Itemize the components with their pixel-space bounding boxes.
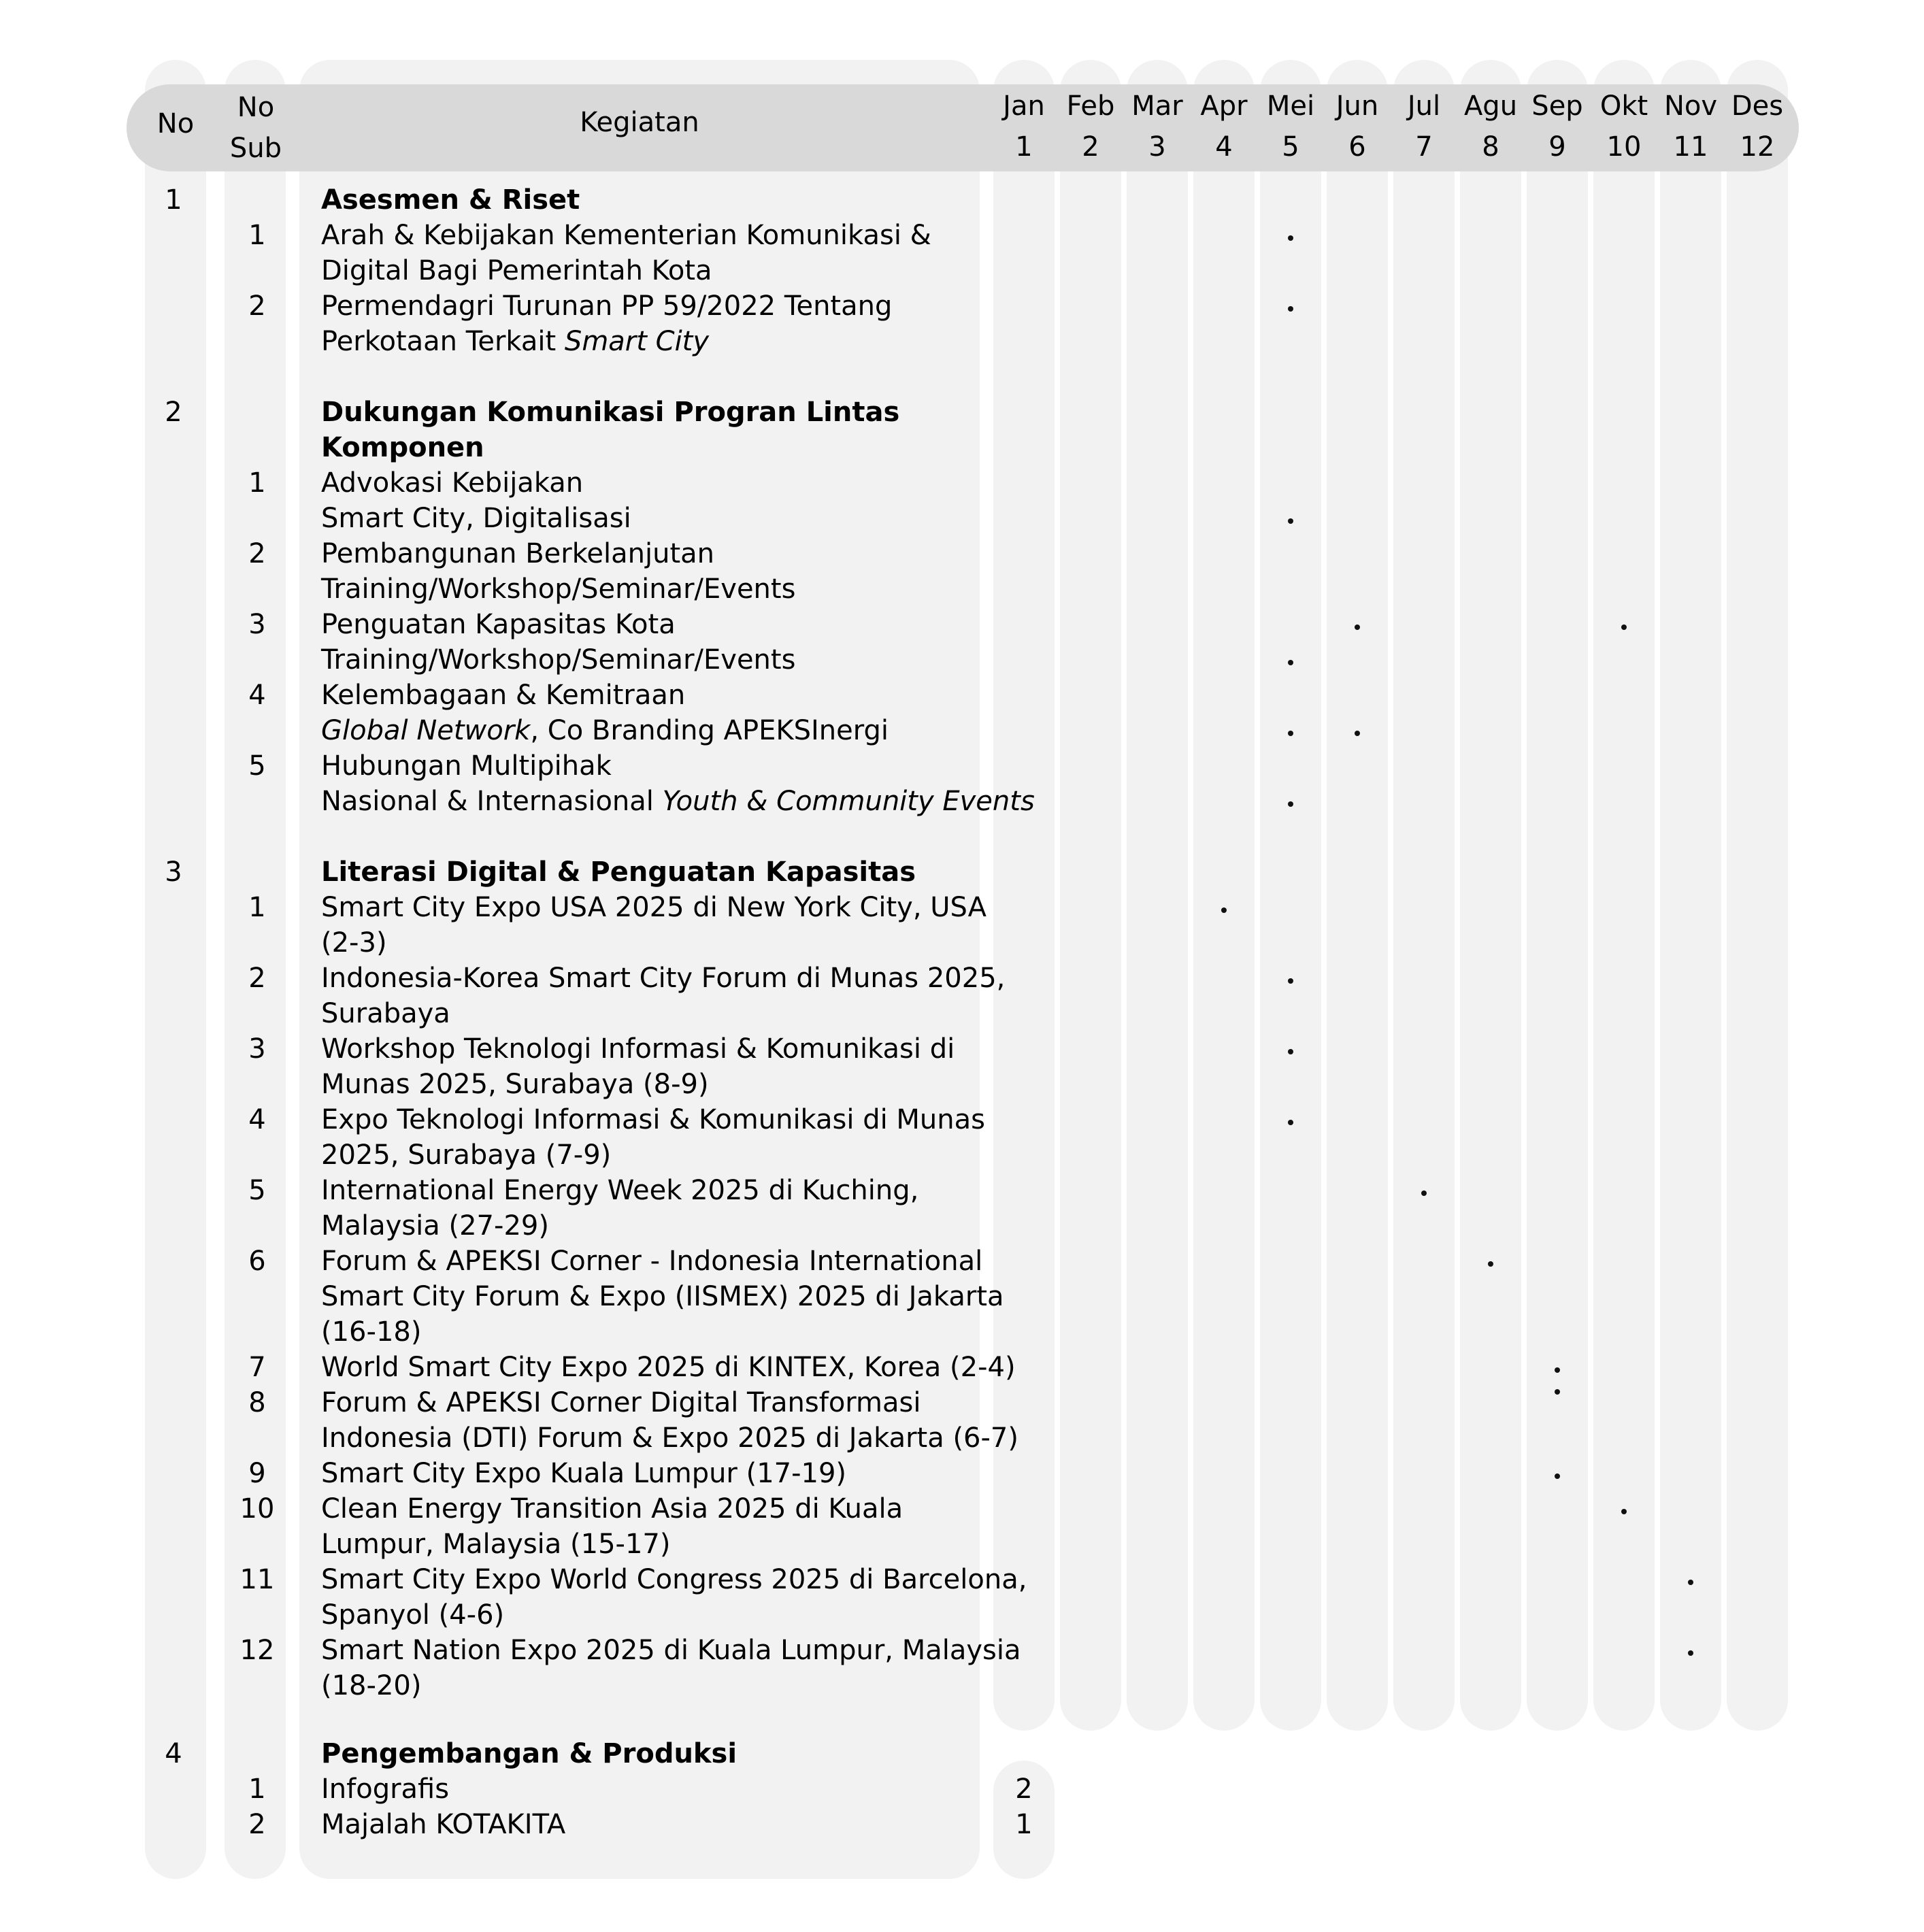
month-header-number: 7 (1415, 131, 1433, 163)
section-2-title-line1: Dukungan Komunikasi Progran Lintas (321, 397, 900, 428)
item-1-1-line2: Digital Bagi Pemerintah Kota (321, 255, 712, 286)
no-column-bg (145, 60, 206, 1879)
month-column-bg (993, 60, 1055, 1731)
schedule-dot (1621, 1509, 1627, 1514)
month-header-name: Mar (1131, 90, 1183, 122)
item-2-5-line2-a: Nasional & Internasional (321, 786, 663, 817)
section-3-title: Literasi Digital & Penguatan Kapasitas (321, 856, 916, 888)
schedule-dot (1688, 1580, 1693, 1585)
month-header-number: 5 (1282, 131, 1299, 163)
item-sub-number: 4 (248, 1104, 266, 1135)
item-2-4-line2 (321, 713, 889, 748)
schedule-dot (1421, 1190, 1427, 1196)
schedule-dot (1355, 731, 1360, 736)
month-header-name: Nov (1663, 90, 1718, 122)
item-sub-number: 3 (248, 1033, 266, 1065)
schedule-dot (1355, 624, 1360, 630)
schedule-dot (1555, 1473, 1560, 1479)
section-2-no: 2 (165, 397, 182, 428)
item-text-line: Smart City Expo World Congress 2025 di Barcelona, (321, 1564, 1027, 1595)
month-column-bg (1460, 60, 1521, 1731)
item-text-line: Smart City Forum & Expo (IISMEX) 2025 di Jakarta (321, 1281, 1004, 1312)
item-sub-number: 7 (248, 1352, 266, 1383)
month-column-bg (1127, 60, 1188, 1731)
month-header-number: 6 (1348, 131, 1366, 163)
item-text-line: Expo Teknologi Informasi & Komunikasi di Munas (321, 1104, 985, 1135)
month-header-number: 10 (1606, 131, 1642, 163)
month-column-bg (1727, 60, 1788, 1731)
month-column-bg (1527, 60, 1588, 1731)
item-4-2-line: Majalah KOTAKITA (321, 1809, 566, 1840)
month-header-number: 12 (1740, 131, 1775, 163)
schedule-dot (1288, 1049, 1293, 1054)
item-text-line: Indonesia-Korea Smart City Forum di Munas 2025, (321, 963, 1006, 994)
item-4-2-sub: 2 (248, 1809, 266, 1840)
schedule-dot (1288, 978, 1293, 984)
item-text-line: Smart Nation Expo 2025 di Kuala Lumpur, Malaysia (321, 1635, 1021, 1666)
item-2-4-line2-b: , Co Branding APEKSInergi (530, 715, 889, 746)
month-header-number: 2 (1082, 131, 1099, 163)
item-text-line: Munas 2025, Surabaya (8-9) (321, 1069, 709, 1100)
item-4-1-jan-value: 2 (1015, 1773, 1033, 1805)
item-1-2-line2-b: Smart City (564, 326, 710, 357)
item-text-line: Forum & APEKSI Corner - Indonesia International (321, 1246, 983, 1277)
item-text-line: Smart City Expo Kuala Lumpur (17-19) (321, 1458, 847, 1489)
item-2-5-sub: 5 (248, 750, 266, 782)
schedule-dot (1288, 1120, 1293, 1125)
item-text-line: Indonesia (DTI) Forum & Expo 2025 di Jakarta (6-7) (321, 1422, 1018, 1454)
month-header-name: Des (1731, 90, 1784, 122)
header-no: No (156, 108, 195, 139)
month-header-name: Jul (1407, 90, 1441, 122)
item-text-line: Surabaya (321, 998, 450, 1029)
item-2-1-sub: 1 (248, 467, 266, 499)
item-2-3-sub: 3 (248, 609, 266, 640)
month-column-bg (1660, 60, 1721, 1731)
item-sub-number: 9 (248, 1458, 266, 1489)
month-column-bg (1593, 60, 1655, 1731)
schedule-dot (1288, 731, 1293, 736)
month-header-number: 11 (1673, 131, 1708, 163)
schedule-dot (1288, 801, 1293, 807)
item-sub-number: 1 (248, 892, 266, 923)
item-4-1-sub: 1 (248, 1773, 266, 1805)
item-sub-number: 10 (239, 1493, 275, 1525)
item-2-2-line2: Training/Workshop/Seminar/Events (321, 573, 796, 605)
item-text-line: (16-18) (321, 1316, 422, 1348)
item-1-2-line2-a: Perkotaan Terkait (321, 326, 565, 357)
item-2-1-line1: Advokasi Kebijakan (321, 467, 584, 499)
month-column-bg (1327, 60, 1388, 1731)
month-header-number: 9 (1548, 131, 1566, 163)
item-sub-number: 12 (239, 1635, 275, 1666)
item-1-2-line2 (321, 324, 709, 359)
item-1-2-line1: Permendagri Turunan PP 59/2022 Tentang (321, 290, 893, 322)
section-2-title-line2: Komponen (321, 432, 484, 463)
item-2-5-line1: Hubungan Multipihak (321, 750, 612, 782)
item-text-line: Clean Energy Transition Asia 2025 di Kuala (321, 1493, 903, 1525)
month-header-number: 3 (1148, 131, 1166, 163)
month-column-bg (1060, 60, 1121, 1731)
schedule-dot (1288, 660, 1293, 665)
header-kegiatan: Kegiatan (580, 107, 699, 138)
item-2-4-line2-a: Global Network (321, 715, 531, 746)
month-column-bg (1193, 60, 1255, 1731)
section-1-no: 1 (165, 184, 182, 216)
month-header-number: 4 (1215, 131, 1233, 163)
header-no-sub-line2: Sub (229, 133, 282, 164)
schedule-dot (1221, 907, 1227, 913)
section-1-title: Asesmen & Riset (321, 184, 580, 216)
item-text-line: (18-20) (321, 1670, 422, 1701)
item-text-line: International Energy Week 2025 di Kuching, (321, 1175, 919, 1206)
schedule-dot (1288, 306, 1293, 312)
schedule-dot (1555, 1367, 1560, 1373)
section-3-no: 3 (165, 856, 182, 888)
item-4-1-line: Infografis (321, 1773, 450, 1805)
section-4-title: Pengembangan & Produksi (321, 1738, 737, 1769)
month-header-name: Apr (1200, 90, 1248, 122)
item-text-line: Spanyol (4-6) (321, 1599, 505, 1631)
month-header-number: 8 (1482, 131, 1499, 163)
item-1-1-sub: 1 (248, 220, 266, 251)
item-text-line: 2025, Surabaya (7-9) (321, 1139, 612, 1171)
item-2-2-line1: Pembangunan Berkelanjutan (321, 538, 715, 569)
month-column-bg (1393, 60, 1455, 1731)
item-sub-number: 5 (248, 1175, 266, 1206)
schedule-dot (1555, 1389, 1560, 1395)
item-2-4-line1: Kelembagaan & Kemitraan (321, 680, 686, 711)
item-sub-number: 8 (248, 1387, 266, 1418)
item-text-line: World Smart City Expo 2025 di KINTEX, Korea (2-4) (321, 1352, 1016, 1383)
schedule-dot (1621, 624, 1627, 630)
item-sub-number: 6 (248, 1246, 266, 1277)
schedule-dot (1488, 1261, 1493, 1267)
month-header-name: Okt (1599, 90, 1648, 122)
schedule-dot (1288, 235, 1293, 241)
month-header-name: Feb (1066, 90, 1115, 122)
month-header-name: Jan (1003, 90, 1045, 122)
item-4-2-jan-value: 1 (1015, 1809, 1033, 1840)
month-header-name: Mei (1266, 90, 1315, 122)
item-1-1-line1: Arah & Kebijakan Kementerian Komunikasi & (321, 220, 931, 251)
item-2-1-line2: Smart City, Digitalisasi (321, 503, 631, 534)
item-sub-number: 2 (248, 963, 266, 994)
item-2-4-sub: 4 (248, 680, 266, 711)
item-text-line: Smart City Expo USA 2025 di New York City, USA (321, 892, 987, 923)
month-header-number: 1 (1015, 131, 1033, 163)
item-2-5-line2-b: Youth & Community Events (662, 786, 1035, 817)
item-text-line: Workshop Teknologi Informasi & Komunikasi di (321, 1033, 955, 1065)
schedule-dot (1288, 518, 1293, 524)
item-sub-number: 11 (239, 1564, 275, 1595)
item-text-line: Malaysia (27-29) (321, 1210, 549, 1242)
item-text-line: Forum & APEKSI Corner Digital Transformasi (321, 1387, 921, 1418)
item-2-3-line2: Training/Workshop/Seminar/Events (321, 644, 796, 676)
item-1-2-sub: 2 (248, 290, 266, 322)
item-text-line: Lumpur, Malaysia (15-17) (321, 1529, 671, 1560)
item-text-line: (2-3) (321, 927, 387, 959)
item-2-3-line1: Penguatan Kapasitas Kota (321, 609, 676, 640)
header-no-sub-line1: No (237, 92, 275, 123)
month-header-name: Jun (1336, 90, 1379, 122)
item-2-2-sub: 2 (248, 538, 266, 569)
month-header-name: Sep (1531, 90, 1583, 122)
month-header-name: Agu (1463, 90, 1518, 122)
item-2-5-line2 (321, 784, 1035, 819)
section-4-no: 4 (165, 1738, 182, 1769)
schedule-dot (1688, 1650, 1693, 1656)
